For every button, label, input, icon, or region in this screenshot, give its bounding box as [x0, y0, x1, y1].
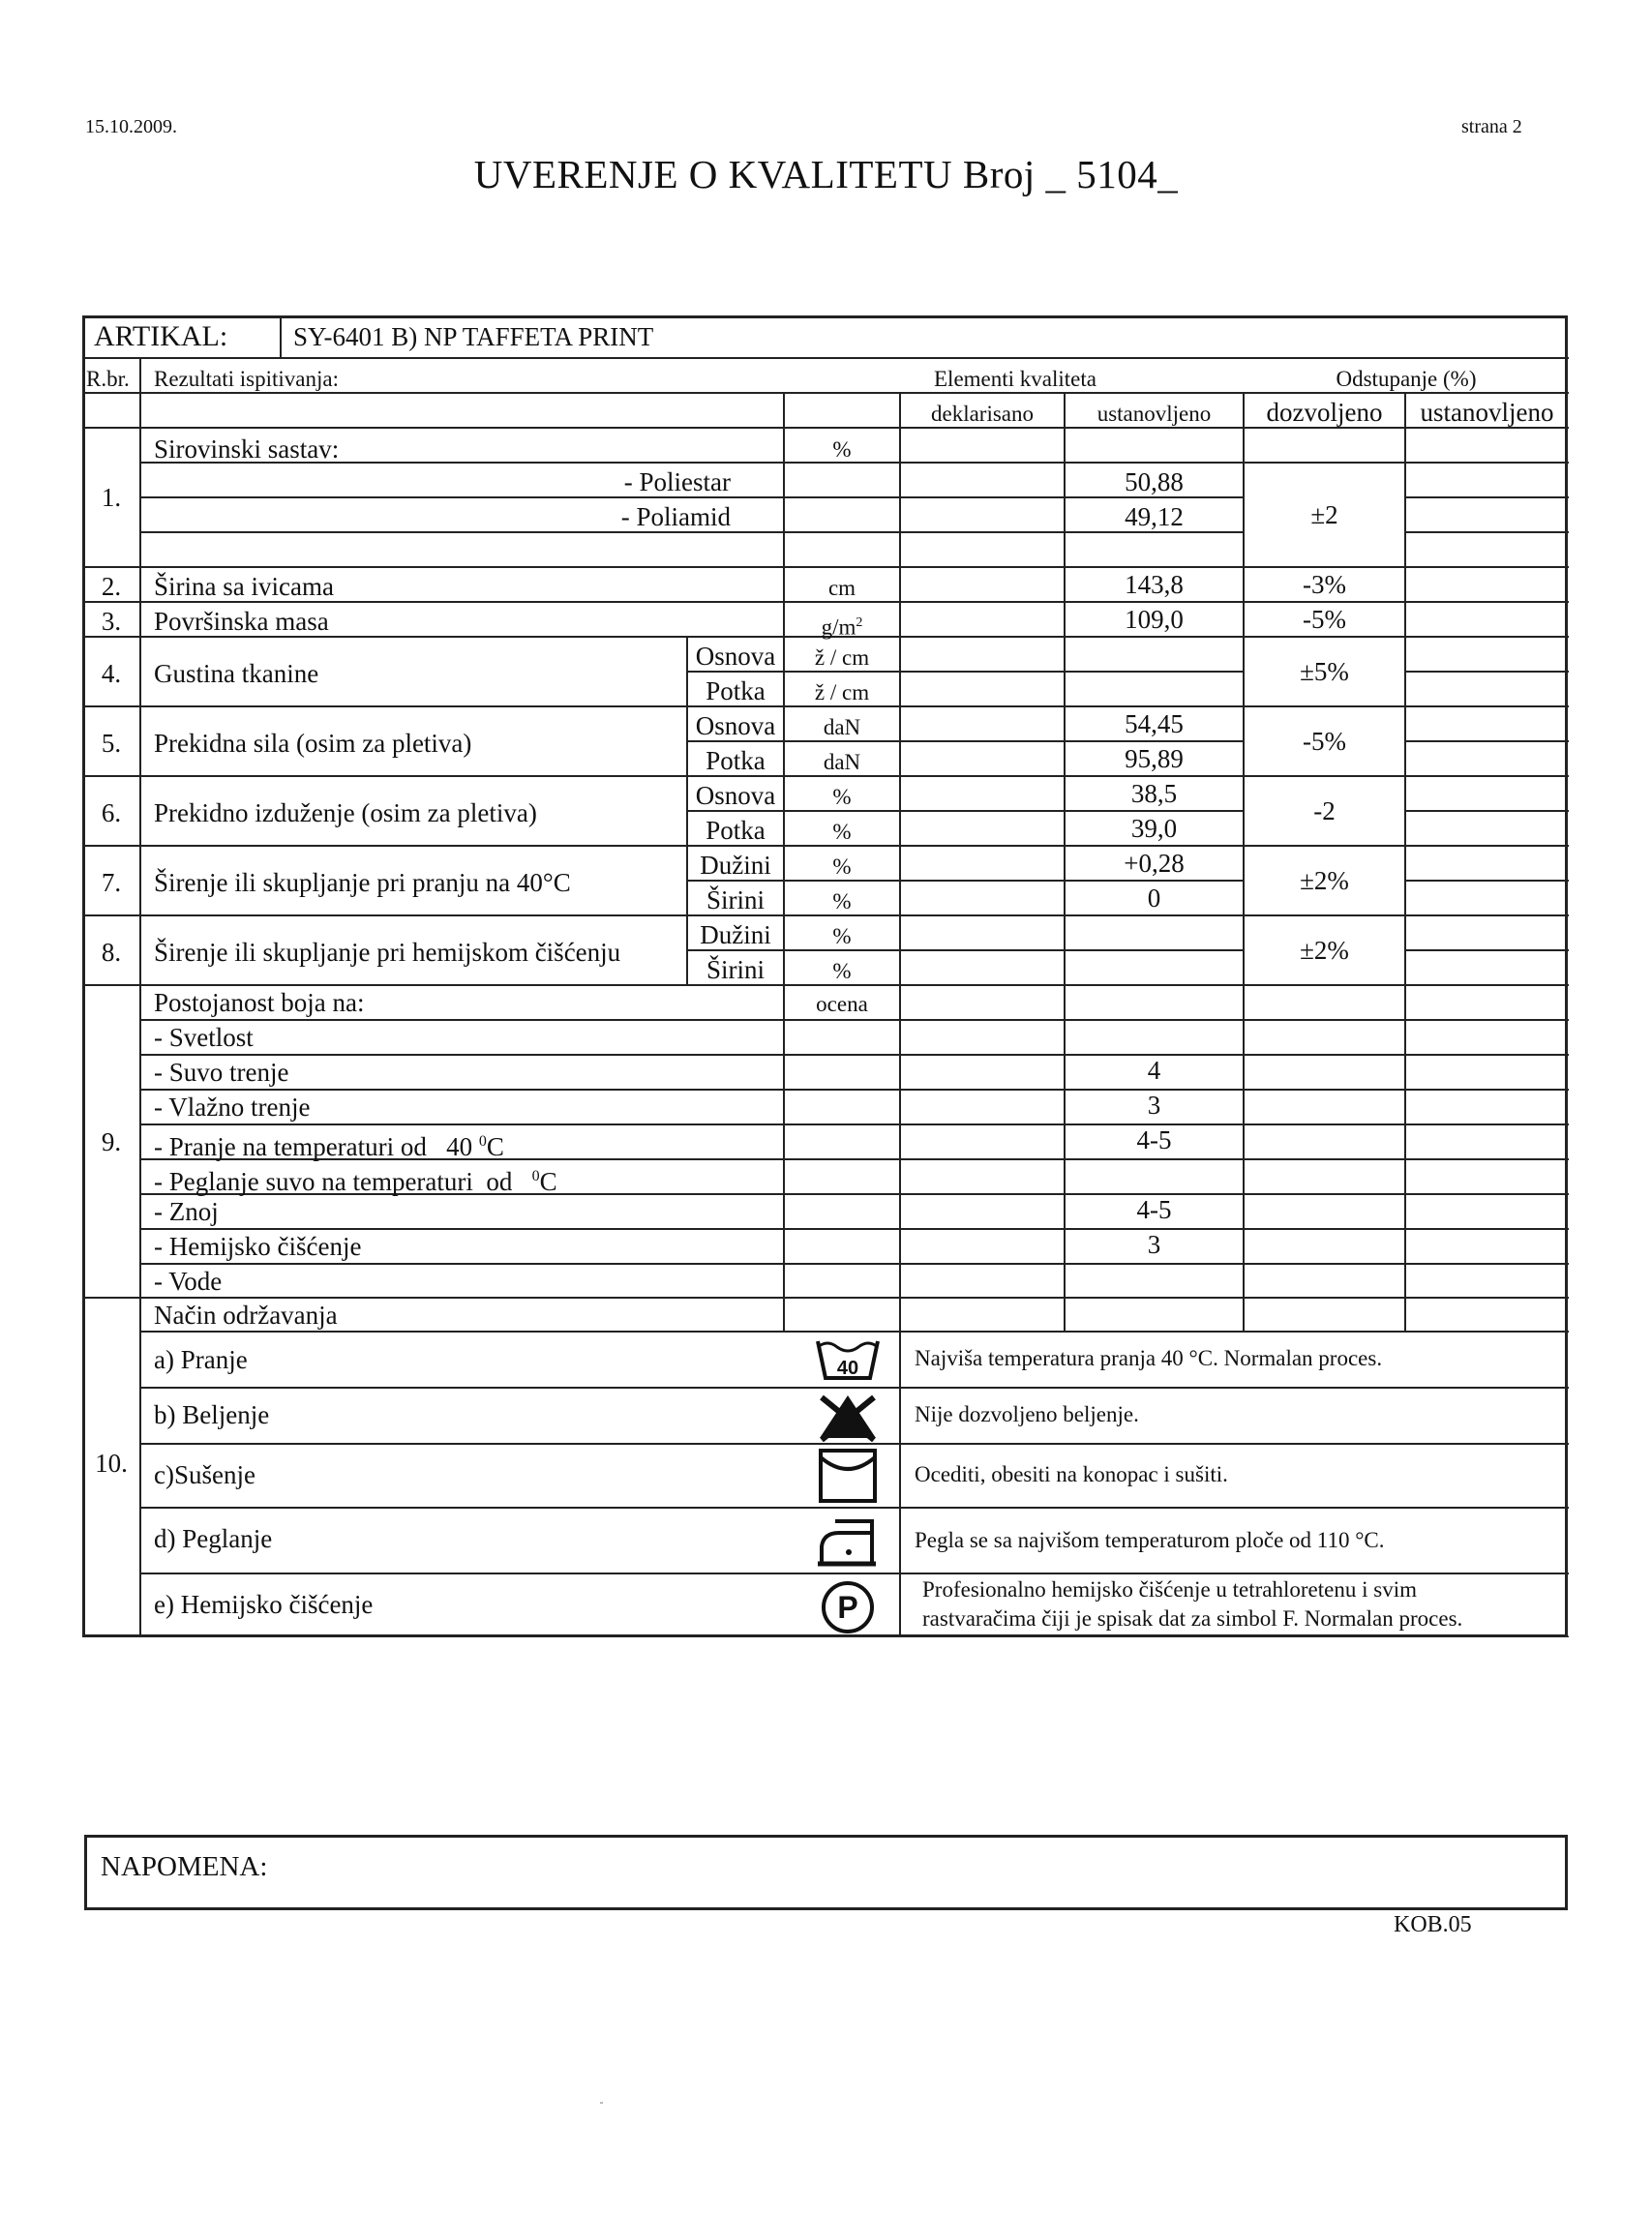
- scan-speck: [600, 2102, 603, 2104]
- artikal-label: ARTIKAL:: [94, 320, 228, 352]
- row-1-value-poliestar: 50,88: [1125, 467, 1184, 496]
- row-8-sub-sirini: Širini: [706, 955, 765, 984]
- row-7-tolerance: ±2%: [1300, 866, 1349, 895]
- row-9-item-vlazno-trenje: - Vlažno trenje: [154, 1093, 311, 1122]
- row-1-sub-poliestar: - Poliestar: [623, 467, 731, 496]
- row-4-unit-potka: ž / cm: [814, 680, 870, 704]
- row-6-unit-potka: %: [832, 820, 852, 844]
- care-text-peglanje: Pegla se sa najvišom temperaturom ploče od 110 °C.: [915, 1528, 1385, 1552]
- row-3-unit: $g/m^2$: [821, 614, 863, 640]
- row-9-item-peglanje: - Peglanje suvo na temperaturi od $^0$C: [154, 1167, 557, 1196]
- row-1-tolerance: ±2: [1310, 500, 1338, 529]
- row-5-unit-osnova: daN: [823, 715, 861, 739]
- care-label-beljenje: b) Beljenje: [154, 1400, 270, 1429]
- row-6-value-osnova: 38,5: [1130, 779, 1178, 808]
- quality-table: [82, 315, 1569, 1637]
- col-rbr: R.br.: [86, 367, 130, 391]
- row-9-item-suvo-trenje: - Suvo trenje: [154, 1058, 289, 1087]
- row-8-name: Širenje ili skupljanje pri hemijskom čišćenju: [154, 938, 621, 967]
- row-7-number: 7.: [101, 868, 122, 897]
- row-7-value-duzini: +0,28: [1124, 849, 1185, 878]
- row-6-number: 6.: [101, 798, 122, 827]
- row-4-tolerance: ±5%: [1300, 657, 1349, 686]
- row-6-value-potka: 39,0: [1130, 814, 1178, 843]
- care-text-hemijsko-1: Profesionalno hemijsko čišćenje u tetrahloretenu i svim: [922, 1577, 1417, 1602]
- row-5-value-osnova: 54,45: [1125, 709, 1184, 738]
- washing-temp: 40: [836, 1358, 859, 1379]
- row-7-value-sirini: 0: [1147, 884, 1161, 913]
- row-7-sub-sirini: Širini: [706, 885, 765, 914]
- row-1-value-poliamid: 49,12: [1125, 502, 1184, 531]
- row-7-unit-duzini: %: [832, 854, 852, 879]
- row-4-unit-osnova: ž / cm: [814, 645, 870, 670]
- row-9-number: 9.: [101, 1127, 122, 1156]
- row-6-sub-osnova: Osnova: [695, 781, 776, 810]
- col-odstupanje: Odstupanje (%): [1336, 367, 1477, 391]
- row-3-name: Površinska masa: [154, 607, 329, 636]
- napomena-box: [84, 1835, 1568, 1910]
- row-3-number: 3.: [101, 607, 122, 636]
- row-2-value: 143,8: [1125, 570, 1184, 599]
- iron-one-dot-icon: [814, 1513, 882, 1568]
- row-9-item-znoj: - Znoj: [154, 1197, 219, 1226]
- row-6-sub-potka: Potka: [706, 816, 766, 845]
- care-label-hemijsko: e) Hemijsko čišćenje: [154, 1590, 374, 1619]
- row-9-unit: ocena: [816, 992, 868, 1016]
- col-dozvoljeno: dozvoljeno: [1266, 398, 1383, 427]
- row-4-number: 4.: [101, 659, 122, 688]
- col-deklarisano: deklarisano: [930, 402, 1034, 426]
- row-5-sub-potka: Potka: [706, 746, 766, 775]
- row-7-name: Širenje ili skupljanje pri pranju na 40°C: [154, 868, 571, 897]
- row-2-tolerance: -3%: [1303, 570, 1346, 599]
- row-7-unit-sirini: %: [832, 889, 852, 914]
- form-code: KOB.05: [1394, 1912, 1472, 1937]
- row-8-number: 8.: [101, 938, 122, 967]
- row-2-unit: cm: [827, 576, 856, 600]
- col-rezultati: Rezultati ispitivanja:: [154, 367, 339, 391]
- row-6-unit-osnova: %: [832, 785, 852, 809]
- row-2-number: 2.: [101, 572, 122, 601]
- row-4-sub-potka: Potka: [706, 676, 766, 705]
- row-4-sub-osnova: Osnova: [695, 642, 776, 671]
- row-4-name: Gustina tkanine: [154, 659, 319, 688]
- page-number: strana 2: [1461, 116, 1522, 137]
- row-5-number: 5.: [101, 729, 122, 758]
- row-9-value-pranje: 4-5: [1136, 1125, 1172, 1154]
- care-label-pranje: a) Pranje: [154, 1345, 248, 1374]
- dry-clean-p-icon: [820, 1579, 876, 1635]
- row-10-number: 10.: [95, 1449, 128, 1478]
- row-3-value: 109,0: [1125, 605, 1184, 634]
- care-text-susenje: Ocediti, obesiti na konopac i sušiti.: [915, 1462, 1228, 1486]
- dry-clean-letter: P: [837, 1590, 858, 1625]
- row-9-item-vode: - Vode: [154, 1267, 223, 1296]
- row-9-value-hemijsko: 3: [1147, 1230, 1161, 1259]
- care-text-hemijsko-2: rastvaračima čiji je spisak dat za simbol F. Normalan proces.: [922, 1606, 1463, 1631]
- row-1-number: 1.: [101, 483, 122, 512]
- row-5-sub-osnova: Osnova: [695, 711, 776, 740]
- care-label-peglanje: d) Peglanje: [154, 1524, 273, 1553]
- washing-40-icon: [814, 1337, 882, 1382]
- row-8-unit-sirini: %: [832, 959, 852, 983]
- row-6-tolerance: -2: [1313, 796, 1336, 825]
- row-6-name: Prekidno izduženje (osim za pletiva): [154, 798, 537, 827]
- row-5-tolerance: -5%: [1303, 727, 1346, 756]
- row-3-tolerance: -5%: [1303, 605, 1346, 634]
- row-9-item-pranje: - Pranje na temperaturi od 40 $^0$C: [154, 1132, 504, 1161]
- col-ustanovljeno-odstupanje: ustanovljeno: [1420, 398, 1554, 427]
- row-9-value-suvo-trenje: 4: [1147, 1056, 1161, 1085]
- row-7-sub-duzini: Dužini: [700, 851, 771, 880]
- row-5-unit-potka: daN: [823, 750, 861, 774]
- document-title: UVERENJE O KVALITETU Broj _ 5104_: [473, 152, 1179, 196]
- row-1-unit: %: [832, 437, 852, 462]
- row-8-unit-duzini: %: [832, 924, 852, 948]
- row-9-item-svetlost: - Svetlost: [154, 1023, 254, 1052]
- no-bleach-icon: [816, 1392, 880, 1442]
- row-10-name: Način održavanja: [154, 1301, 338, 1330]
- care-label-susenje: c)Sušenje: [154, 1460, 255, 1489]
- line-dry-icon: [818, 1448, 878, 1504]
- row-8-tolerance: ±2%: [1300, 936, 1349, 965]
- row-2-name: Širina sa ivicama: [154, 572, 334, 601]
- col-ustanovljeno: ustanovljeno: [1096, 402, 1212, 426]
- row-5-name: Prekidna sila (osim za pletiva): [154, 729, 472, 758]
- row-9-name: Postojanost boja na:: [154, 988, 365, 1017]
- care-text-beljenje: Nije dozvoljeno beljenje.: [915, 1402, 1139, 1426]
- row-9-item-hemijsko: - Hemijsko čišćenje: [154, 1232, 362, 1261]
- row-9-value-vlazno-trenje: 3: [1147, 1091, 1161, 1120]
- row-8-sub-duzini: Dužini: [700, 920, 771, 949]
- document-date: 15.10.2009.: [85, 116, 177, 137]
- row-5-value-potka: 95,89: [1125, 744, 1184, 773]
- row-1-sub-poliamid: - Poliamid: [620, 502, 731, 531]
- artikal-value: SY-6401 B) NP TAFFETA PRINT: [293, 322, 654, 351]
- row-1-name: Sirovinski sastav:: [154, 434, 340, 464]
- row-9-value-znoj: 4-5: [1136, 1195, 1172, 1224]
- col-elementi: Elementi kvaliteta: [934, 367, 1096, 391]
- care-text-pranje: Najviša temperatura pranja 40 °C. Normalan proces.: [915, 1346, 1383, 1370]
- napomena-label: NAPOMENA:: [101, 1851, 268, 1882]
